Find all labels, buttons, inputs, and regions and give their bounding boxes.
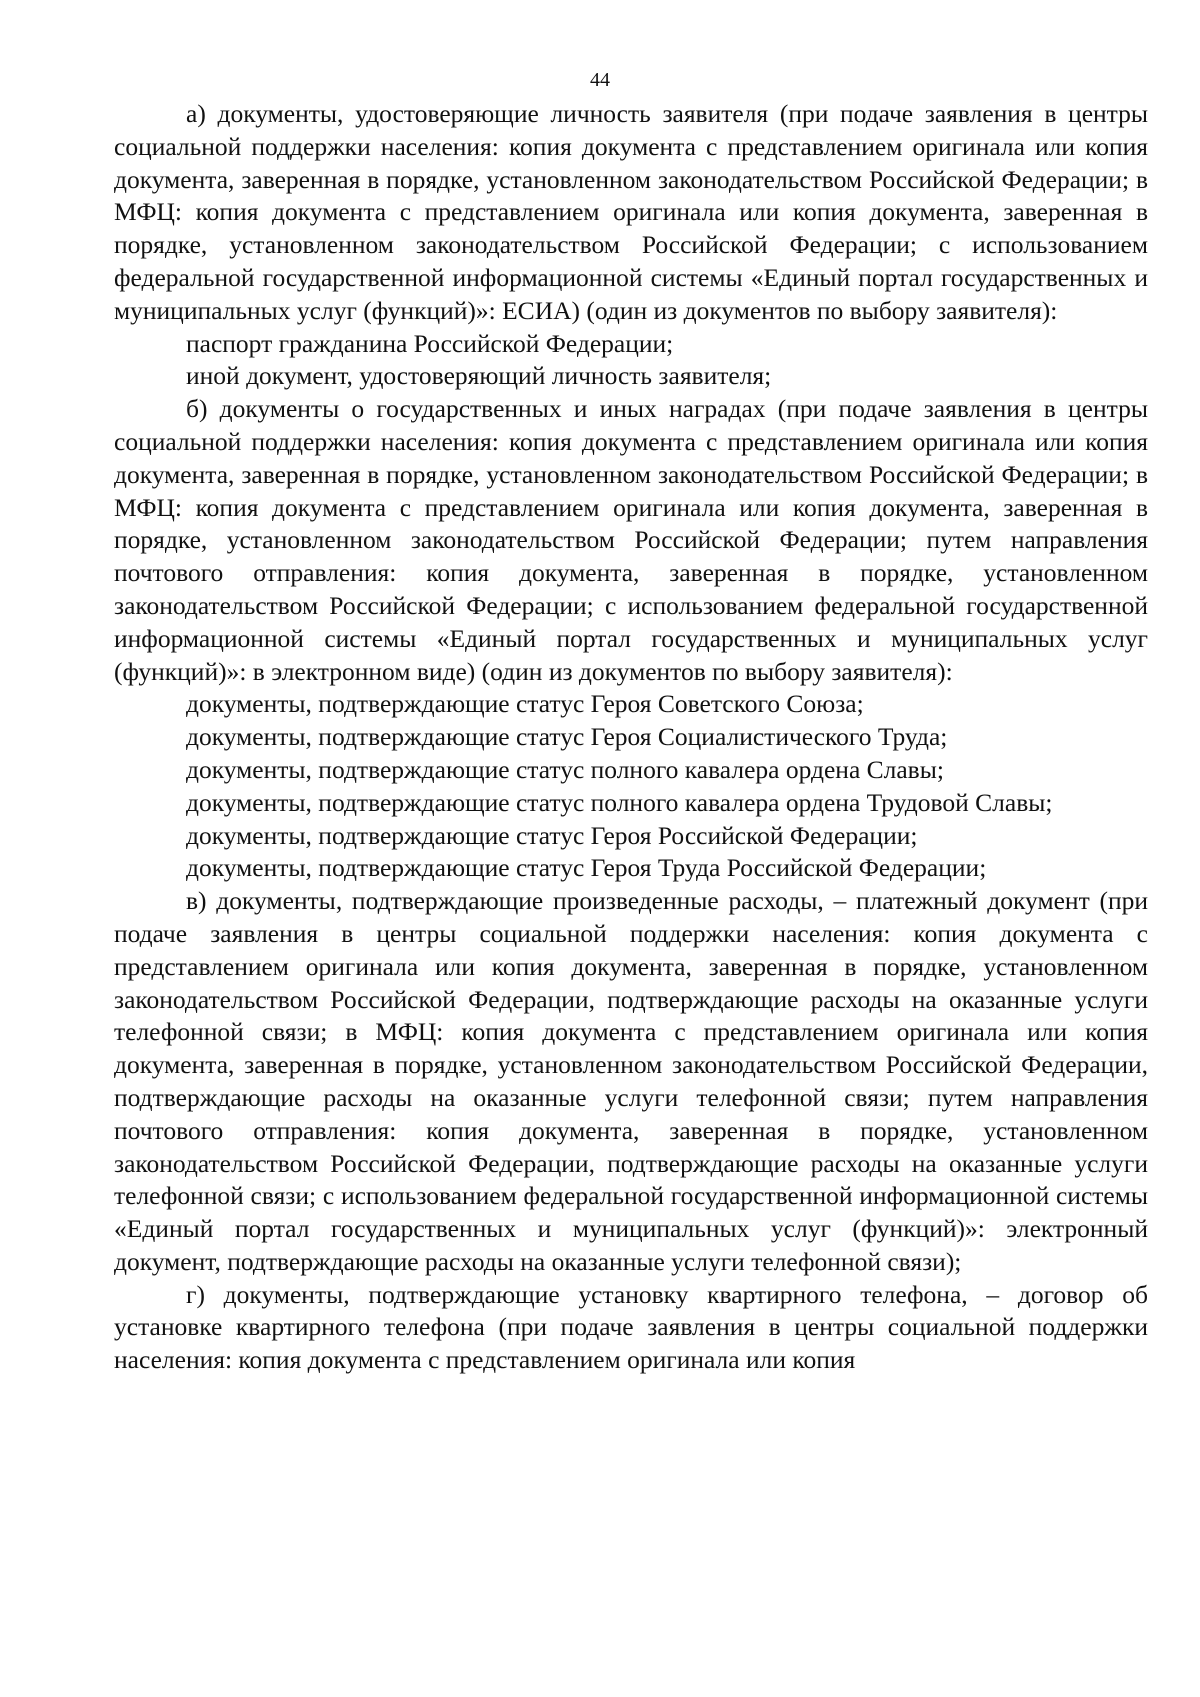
list-item-hero-of-labour: документы, подтверждающие статус Героя Труда Российской Федерации; — [186, 853, 987, 883]
paragraph-v-expense-documents: в) документы, подтверждающие произведенные расходы, – платежный документ (при подаче заявления в центры социальной поддержки населения: копия документа с представлением оригинала или копия документа, заверенная в порядке, установленном законодательством Российской Федерации, подтверждающие расходы на оказанные услуги телефонной связи; в МФЦ: копия документа с представлением оригинала или копия документа, заверенная в порядке, установленном законодательством Российской Федерации, подтверждающие расходы на оказанные услуги телефонной связи; путем направления почтового отправления: копия документа, заверенная в порядке, установленном законодательством Российской Федерации, подтверждающие расходы на оказанные услуги телефонной связи; с использованием федеральной государственной информационной системы «Единый портал государственных и муниципальных услуг (функций)»: электронный документ, подтверждающие расходы на оказанные услуги телефонной связи); — [114, 886, 1148, 1276]
list-item-other-id-document: иной документ, удостоверяющий личность заявителя; — [186, 361, 772, 391]
list-item-order-of-glory: документы, подтверждающие статус полного кавалера ордена Славы; — [186, 754, 944, 784]
paragraph-a-identity-documents: а) документы, удостоверяющие личность заявителя (при подаче заявления в центры социальной поддержки населения: копия документа с представлением оригинала или копия документа, заверенная в порядке, установленном законодательством Российской Федерации; в МФЦ: копия документа с представлением оригинала или копия документа, заверенная в порядке, установленном законодательством Российской Федерации; с использованием федеральной государственной информационной системы «Единый портал государственных и муниципальных услуг (функций)»: ЕСИА) (один из документов по выбору заявителя): — [114, 99, 1148, 325]
list-item-hero-soviet-union: документы, подтверждающие статус Героя Советского Союза; — [186, 689, 864, 719]
paragraph-b-award-documents: б) документы о государственных и иных наградах (при подаче заявления в центры социальной поддержки населения: копия документа с представлением оригинала или копия документа, заверенная в порядке, установленном законодательством Российской Федерации; в МФЦ: копия документа с представлением оригинала или копия документа, заверенная в порядке, установленном законодательством Российской Федерации; путем направления почтового отправления: копия документа, заверенная в порядке, установленном законодательством Российской Федерации; с использованием федеральной государственной информационной системы «Единый портал государственных и муниципальных услуг (функций)»: в электронном виде) (один из документов по выбору заявителя): — [114, 394, 1148, 686]
document-body — [114, 98, 1148, 1377]
page-number: 44 — [590, 69, 610, 91]
list-item-hero-socialist-labour: документы, подтверждающие статус Героя Социалистического Труда; — [186, 722, 948, 752]
list-item-order-of-labour-glory: документы, подтверждающие статус полного кавалера ордена Трудовой Славы; — [186, 787, 1053, 817]
paragraph-g-telephone-installation: г) документы, подтверждающие установку квартирного телефона, – договор об установке квартирного телефона (при подаче заявления в центры социальной поддержки населения: копия документа с представлением оригинала или копия — [114, 1279, 1148, 1375]
list-item-hero-russian-federation: документы, подтверждающие статус Героя Российской Федерации; — [186, 820, 918, 850]
list-item-passport: паспорт гражданина Российской Федерации; — [186, 328, 674, 358]
